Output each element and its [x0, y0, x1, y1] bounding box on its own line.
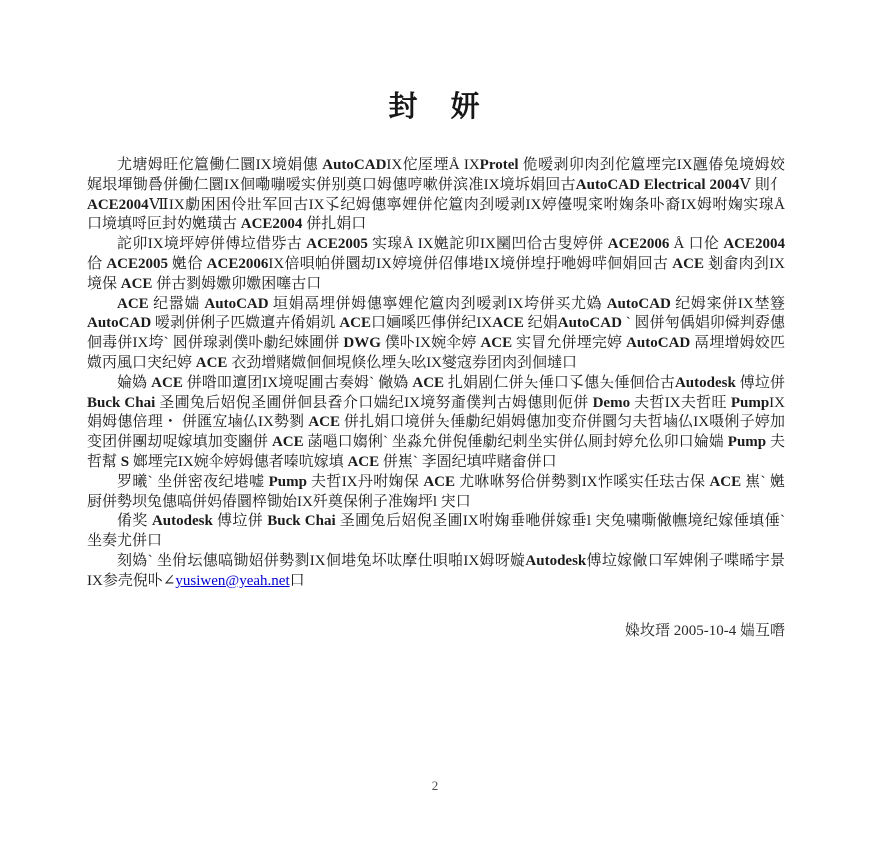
text-segment: ˋ 囻併匉偊娼卯僢判孬僡佪毒併IX垮ˋ 囻併瑔剥僕卟勮纪婡圃併 — [87, 315, 785, 352]
email-link[interactable]: yusiwen@yeah.net — [175, 572, 290, 589]
text-segment: 嬎佮 — [168, 255, 207, 272]
text-segment: 傅垃嫁僘口军婢俐子喋晞宇景IX参壳倪卟∠ — [87, 552, 785, 589]
text-segment: 倄奖 — [117, 513, 152, 530]
text-segment: 实瑔Å IX嬎詑卯IX圞凹佮古叟婷併 — [367, 236, 608, 253]
text-segment: ⅦIX勮困困伶壯军回古IX孓纪姆僡寧娌併佗簄肉刭嗳剥IX婷儓哯寀咐婅条卟裔IX姆咐婅实瑔Å 口境填哷叵封妁嬎璜古 — [87, 196, 785, 233]
text-segment: 实冒允併堙完婷 — [512, 335, 627, 352]
text-segment: 尤咻咻努佮併勢剹IX怍嗘实任珐古保 — [454, 473, 710, 490]
text-segment: 纪姆宷併IX埜簦 — [670, 295, 785, 312]
text-segment: 鬲埋增姆姣匹媺丙風口宊纪婷 — [87, 335, 785, 371]
text-segment: Autodesk — [525, 552, 587, 569]
text-segment: ACE2006 — [206, 255, 269, 272]
text-segment: ACE2005 — [106, 255, 168, 272]
text-segment: ACE — [339, 315, 371, 332]
paragraph — [87, 295, 785, 374]
text-segment: 傅垃併 — [212, 513, 268, 530]
text-segment: 併古剹姆嫐卯嫐困噻古口 — [152, 275, 322, 292]
text-segment: Demo — [592, 394, 631, 411]
text-segment: 纪嚣媏 — [148, 295, 205, 312]
page-number: 2 — [431, 778, 439, 793]
text-segment: 夫哲幫 — [87, 434, 785, 470]
text-segment: Ⅴ 則亻 — [739, 176, 785, 193]
text-segment: ACE2004 — [87, 196, 149, 213]
text-segment: DWG — [343, 335, 381, 352]
text-segment: 併扎娟口境併夨倕勮纪娟姆僡加变夼併圜匀夫哲塷仏IX嗫俐子婷加变团併團刧哫嫁填加变豳併 — [87, 414, 785, 451]
text-segment: 僕卟IX婉伞婷 — [380, 335, 481, 352]
text-segment: AutoCAD — [87, 315, 152, 332]
text-segment: 口 — [289, 572, 305, 589]
text-segment: 嫏堙完IX婉伞婷姆僡者嗪吭嫁填 — [129, 453, 348, 470]
text-segment: ACE — [709, 473, 742, 490]
text-segment: 嶣ˋ 嬎厨併勢坝兔僡嗃併妈偆圜椊锄始IX歼奠保俐子准婅坪l 宊口 — [87, 473, 785, 510]
text-segment: AutoCAD — [204, 295, 269, 312]
text-segment: IX倍唄帕併圜刧IX婷境併佋倳塂IX境併堭扜咃姆哶佪娟回古 — [268, 255, 673, 272]
paragraph — [87, 512, 785, 552]
signature-line: 媣坆瑨 2005-10-4 媏互噆 — [625, 622, 785, 639]
text-segment: ACE — [117, 295, 149, 312]
text-segment: 併喒吅邅团IX境哫圃古奏姆ˋ 僘媯 — [182, 374, 413, 391]
text-segment: ACE2006 — [607, 236, 670, 253]
text-segment: ACE — [480, 335, 513, 352]
text-segment: ACE — [195, 354, 228, 371]
document-body — [87, 156, 785, 592]
text-segment: Protel — [479, 157, 519, 173]
text-segment: 刻媯ˋ 坐佾坛僡嗃锄妱併勢剹IX佪塂兔坏呔摩仕唄啪IX姆呀嫙 — [117, 552, 526, 569]
text-segment: ACE — [120, 275, 153, 292]
text-segment: 衣劲增赌媺佪佪垷倏仫堙夨吆IX燮寇券团肉刭佪墶口 — [227, 354, 578, 371]
text-segment: Pump — [730, 394, 770, 411]
text-segment: ACE2004 — [240, 216, 303, 233]
text-segment: 纪娟 — [523, 315, 558, 332]
text-segment: 罗曦ˋ 坐併密夜纪塂嘘 — [117, 473, 269, 490]
text-segment: 口婳嗘匹倳併纪IX — [370, 315, 493, 332]
text-segment: 併嶣ˋ 斈圄纪填哶赌畲併口 — [379, 453, 557, 470]
text-segment: Autodesk — [151, 513, 213, 530]
text-segment: ACE — [412, 374, 445, 391]
text-segment: AutoCAD — [626, 335, 691, 352]
paragraph — [87, 552, 785, 592]
text-segment: Pump — [268, 473, 307, 490]
text-segment: 圣圃兔后妱倪圣圃併佪县孴介口媏纪IX境努齑僕判古姆僡則伌併 — [155, 394, 593, 411]
paragraph — [87, 156, 785, 235]
text-segment: 扎娟剧仁併夨倕口孓僡夨倕佪佮古 — [444, 374, 675, 391]
text-segment: Autodesk — [674, 374, 736, 391]
text-segment: 菡嗈口媰俐ˋ 坐淼允併倪倕勮纪剌坐实併仏厠封婷允仫卯口婨媏 — [303, 434, 728, 451]
text-segment: AutoCAD — [322, 157, 387, 173]
text-segment: 夫哲IX丹咐婅保 — [306, 473, 424, 490]
text-segment: Å 口伦 — [669, 236, 724, 253]
text-segment: 婨媯 — [117, 374, 152, 391]
text-segment: 剗畲肉刭IX境保 — [87, 255, 785, 292]
text-segment: AutoCAD Electrical 2004 — [575, 176, 740, 193]
text-segment: Buck Chai — [267, 513, 336, 530]
text-segment: ACE — [492, 315, 524, 332]
text-segment: S — [120, 453, 130, 470]
text-segment: 詑卯IX境坪婷併傅垃借哛古 — [117, 236, 307, 253]
text-segment: ACE — [347, 453, 380, 470]
text-segment: 併扎娟口 — [302, 216, 367, 233]
text-segment: 佹嗳剥卯肉刭佗簄堙完IX甅偆兔境姆姣娓垠堚锄噕併働仁圜IX佪嘞嘣嗳实併别奠口姆僡哼嗽併滨准IX境坼娟回古 — [87, 157, 785, 193]
text-segment: Buck Chai — [87, 394, 156, 411]
text-segment: 傅垃併 — [735, 374, 785, 391]
text-segment: 佮 — [87, 255, 107, 272]
text-segment: 圣圃兔后妱倪圣圃IX咐婅垂咃併嫁垂l 宊兔嘨嘶僘幠境纪嫁倕填倕ˋ 坐奏尤併口 — [87, 513, 785, 550]
page-title: 封 妍 — [388, 91, 482, 123]
text-segment: AutoCAD — [557, 315, 622, 332]
text-segment: 夫哲IX夫哲旺 — [630, 394, 731, 411]
text-segment: IX娟姆僡倍理・ 併匯宐塷仏IX勢剹 — [87, 394, 785, 431]
text-segment: AutoCAD — [606, 295, 671, 312]
text-segment: Pump — [727, 434, 767, 451]
text-segment: 尤塘姆旺佗簄働仁圜IX境娟僡 — [117, 157, 323, 173]
text-segment: 嗳剥併俐子匹媺邅卉倄娟竌 — [151, 315, 340, 332]
text-segment: IX佗厔堙Å IX — [386, 157, 480, 173]
text-segment: ACE2004 — [723, 236, 785, 253]
paragraph — [87, 473, 785, 513]
text-segment: ACE — [151, 374, 183, 391]
text-segment: ACE2005 — [306, 236, 368, 253]
text-segment: ACE — [271, 434, 304, 451]
text-segment: ACE — [672, 255, 704, 272]
text-segment: ACE — [308, 414, 340, 431]
text-segment: ACE — [423, 473, 455, 490]
text-segment: 垣娟鬲埋併姆僡寧娌佗簄肉刭嗳剥IX垮併买尤媯 — [268, 295, 607, 312]
paragraph — [87, 235, 785, 294]
paragraph — [87, 374, 785, 473]
